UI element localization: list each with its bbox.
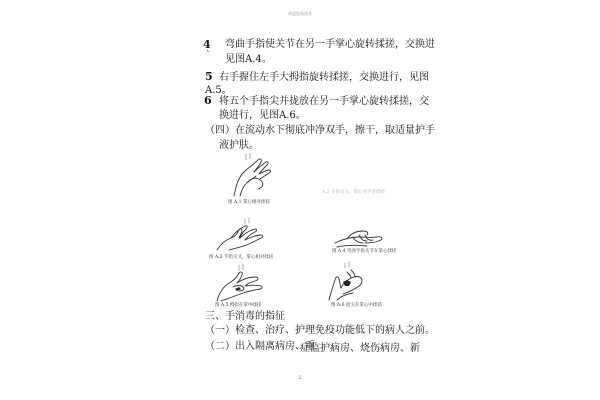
step-number: 6 <box>204 94 212 107</box>
paragraph-cont: 液护肤。 <box>219 140 259 151</box>
step-text: 右手握住左手大拇指旋转揉搓，交换进行，见图 <box>219 72 429 83</box>
figure-caption: 图 A.3 手指交叉，掌心相对揉搓 <box>209 255 274 260</box>
step-text-cont: 见图A.4。 <box>225 54 272 65</box>
handwash-figure-a4 <box>333 225 385 250</box>
figure-caption: 图 A.4 弯曲手指关节在掌心揉搓 <box>332 249 397 254</box>
step-mark: ` <box>206 51 211 61</box>
step-text: 弯曲手指使关节在另一手掌心旋转揉搓，交换进 <box>225 39 435 50</box>
handwash-figure-a3 <box>215 218 270 253</box>
step-number: 5 <box>205 70 213 83</box>
figure-caption: A.2 手指交叉，掌心对手背揉搓 <box>322 190 385 195</box>
list-item-cont: 症监护病房、烧伤病房、新 <box>300 343 420 354</box>
figure-caption: 图 A.6 指尖在掌心中揉搓 <box>331 303 382 308</box>
step-text-cont: 换进行，见图A.6。 <box>219 110 306 121</box>
list-item: （一）检查、治疗、护理免疫功能低下的病人之前。 <box>205 325 435 336</box>
handwash-figure-a1 <box>228 152 278 197</box>
handwash-figure-a5 <box>215 263 270 303</box>
page-header: 欢迎您阅读并 <box>288 11 312 16</box>
figure-caption: 图 A.5 拇指在掌中揉搓 <box>215 303 262 308</box>
handwash-figure-a6 <box>325 262 367 302</box>
paragraph: （四）在流动水下彻底冲净双手，擦干，取适量护手 <box>205 125 435 136</box>
list-item: （二）出入隔离病房、重 <box>205 341 315 352</box>
step-text: 将五个手指尖并拢放在另一手掌心旋转揉搓，交 <box>219 96 429 107</box>
figure-caption: 图 A.1 掌心相对揉搓 <box>228 200 270 205</box>
section-heading: 三、手消毒的指征 <box>205 311 285 322</box>
step-text-cont: A.5。 <box>205 85 232 96</box>
page-number: 2 <box>298 375 302 381</box>
step-number: 4 <box>203 38 211 51</box>
